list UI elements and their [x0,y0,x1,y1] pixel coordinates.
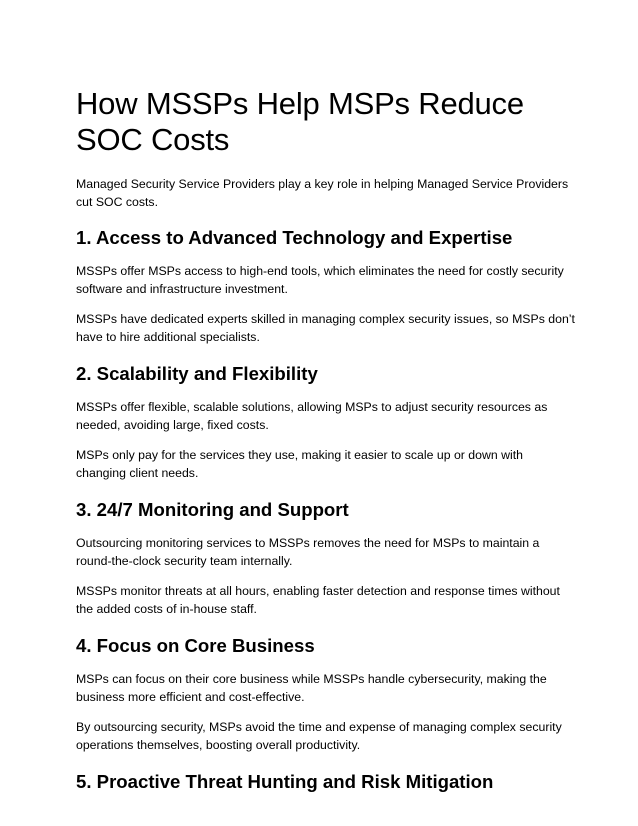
section-paragraph: MSSPs monitor threats at all hours, enabling faster detection and response times without the added costs of in-house staff. [76,584,560,616]
section-3 [76,498,576,618]
document-page [76,86,576,810]
section-paragraph: MSPs only pay for the services they use, making it easier to scale up or down with changing client needs. [76,448,523,480]
section-heading: 2. Scalability and Flexibility [76,363,318,384]
section-paragraph: MSSPs offer flexible, scalable solutions, allowing MSPs to adjust security resources as needed, avoiding large, fixed costs. [76,400,548,432]
section-5 [76,770,576,794]
intro-paragraph: Managed Security Service Providers play a key role in helping Managed Service Providers cut SOC costs. [76,177,569,209]
section-paragraph: MSSPs offer MSPs access to high-end tools, which eliminates the need for costly security software and infrastructure investment. [76,264,564,296]
section-heading: 1. Access to Advanced Technology and Expertise [76,227,513,248]
page-title: How MSSPs Help MSPs Reduce SOC Costs [76,86,524,157]
section-paragraph: Outsourcing monitoring services to MSSPs removes the need for MSPs to maintain a round-the-clock security team internally. [76,536,540,568]
section-paragraph: By outsourcing security, MSPs avoid the time and expense of managing complex security operations themselves, boosting overall productivity. [76,720,562,752]
section-1 [76,226,576,346]
section-paragraph: MSPs can focus on their core business while MSSPs handle cybersecurity, making the business more efficient and cost-effective. [76,672,547,704]
section-heading: 5. Proactive Threat Hunting and Risk Mitigation [76,771,494,792]
section-2 [76,362,576,482]
section-4 [76,634,576,754]
section-heading: 4. Focus on Core Business [76,635,315,656]
section-heading: 3. 24/7 Monitoring and Support [76,499,349,520]
section-paragraph: MSSPs have dedicated experts skilled in managing complex security issues, so MSPs don’t have to hire additional specialists. [76,312,575,344]
